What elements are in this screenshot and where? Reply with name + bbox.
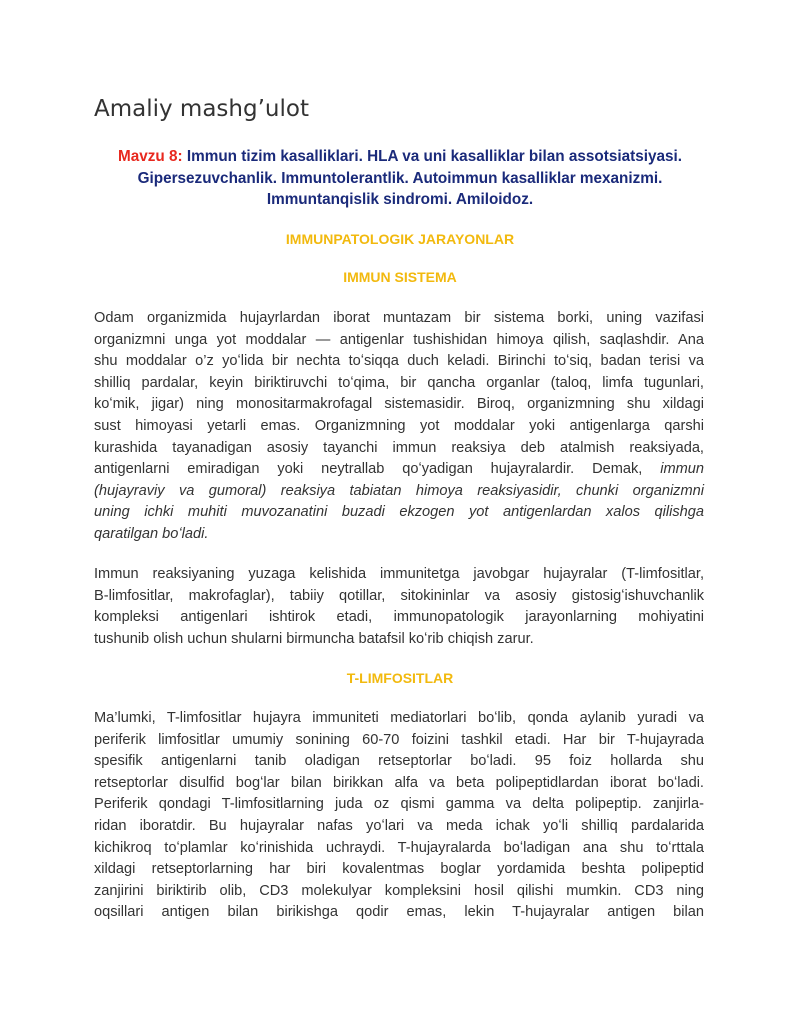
paragraph-line: tushunib olish uchun shularni birmuncha batafsil koʻrib chiqish zarur. (94, 630, 534, 647)
paragraph-line: Periferik qondagi T-limfositlarning juda oz qismi gamma va delta polipeptip. zanjirla- (94, 796, 704, 813)
paragraph-line: Ma’lumki, T-limfositlar hujayra immuniteti mediatorlari boʻlib, qonda aylanib yuradi va (94, 710, 704, 726)
paragraph-line: B-limfositlar, makrofaglar), tabiiy qotillar, sitokininlar va asosiy gistosigʻishuvchanlik (94, 587, 704, 604)
italic-text: qaratilgan boʻladi. (94, 525, 209, 542)
paragraph-line: xildagi retseptorlarning har biri kovalentmas boglar yordamida beshta polipeptid (94, 861, 704, 878)
italic-text: (hujayraviy va gumoral) reaksiya tabiatan himoya reaksiyasidir, chunki organizmni (94, 482, 704, 499)
paragraph-line: kurashida tayanadigan asosiy tayanchi immun reaksiya deb atalmish reaksiyada, (94, 439, 704, 456)
topic-label: Mavzu 8: (118, 148, 183, 165)
paragraph-t-lymphocytes (94, 708, 704, 924)
paragraph-line: spesifik antigenlarni tanib oladigan retseptorlar boʻladi. 95 foiz hollarda shu (94, 753, 704, 770)
topic-text-1: Immun tizim kasalliklari. HLA va uni kasalliklar bilan assotsiatsiyasi. (186, 148, 682, 165)
paragraph-text: antigenlarni emiradigan yoki neytrallab qoʻyadigan hujayralardir. Demak, (94, 461, 643, 478)
paragraph-immune-reaction (94, 564, 704, 650)
paragraph-line (94, 481, 704, 503)
paragraph-line: sust himoyasi yetarli emas. Organizmning yot moddalar yoki antigenlarga qarshi (94, 417, 704, 434)
document-title: Amaliy mashg’ulot (94, 96, 309, 122)
italic-text: uning ichki muhiti muvozanatini buzadi ekzogen yot antigenlardan xalos qilishga (94, 504, 704, 521)
paragraph-line: organizmni unga yot moddalar — antigenlar tushishidan himoya qilish, saqlashdir. Ana (94, 331, 704, 348)
paragraph-line: kompleksi antigenlari ishtirok etadi, immunopatologik jarayonlarning mohiyatini (94, 609, 704, 626)
paragraph-line: Immun reaksiyaning yuzaga kelishida immunitetga javobgar hujayralar (T-limfositlar, (94, 566, 704, 582)
paragraph-line (94, 459, 704, 481)
heading-immune-system: IMMUN SISTEMA (343, 269, 457, 285)
paragraph-line: kichikroq toʻplamlar koʻrinishida uchraydi. T-hujayralarda boʻladigan ana shu toʻrttala (94, 839, 704, 856)
italic-text: immun (660, 461, 704, 478)
paragraph-line: ridan iboratdir. Bu hujayralar nafas yoʻlari va meda ichak yoʻli shilliq pardalarida (94, 817, 704, 834)
paragraph-line: koʻmik, jigar) ning monositarmakrofagal sistemasidir. Biroq, organizmning shu xildagi (94, 396, 704, 413)
paragraph-line: oqsillari antigen bilan birikishga qodir emas, lekin T-hujayralar antigen bilan (94, 904, 704, 921)
paragraph-line: zanjirini biriktirib olib, CD3 molekulyar kompleksini hosil qilishi mumkin. CD3 ning (94, 882, 704, 899)
paragraph-line: shilliq pardalar, keyin biriktiruvchi toʻqima, bir qancha organlar (taloq, limfa tugunlari, (94, 374, 704, 391)
topic-line-1 (100, 146, 700, 168)
paragraph-line: Odam organizmida hujayrlardan iborat muntazam bir sistema borki, uning vazifasi (94, 310, 704, 326)
topic-line-2: Gipersezuvchanlik. Immuntolerantlik. Autoimmun kasalliklar mexanizmi. (137, 169, 663, 187)
topic-block (100, 146, 700, 211)
paragraph-immune-system (94, 308, 704, 546)
heading-immunopathology: IMMUNPATOLOGIK JARAYONLAR (285, 231, 515, 247)
paragraph-line: shu moddalar o’z yoʻlida bir nechta toʻsiqqa duch keladi. Birinchi toʻsiq, badan terisi va (94, 353, 704, 370)
paragraph-line (94, 502, 704, 524)
paragraph-line: retseptorlar disulfid bogʻlar bilan birikkan alfa va beta polipeptidlardan iborat boʻladi. (94, 774, 704, 791)
heading-t-lymphocytes: T-LIMFOSITLAR (346, 670, 454, 686)
paragraph-line (94, 524, 704, 546)
paragraph-line: periferik limfositlar umumiy sonining 60-70 foizini tashkil etadi. Har bir T-hujayrada (94, 731, 704, 748)
topic-line-3: Immuntanqislik sindromi. Amiloidoz. (266, 191, 534, 208)
